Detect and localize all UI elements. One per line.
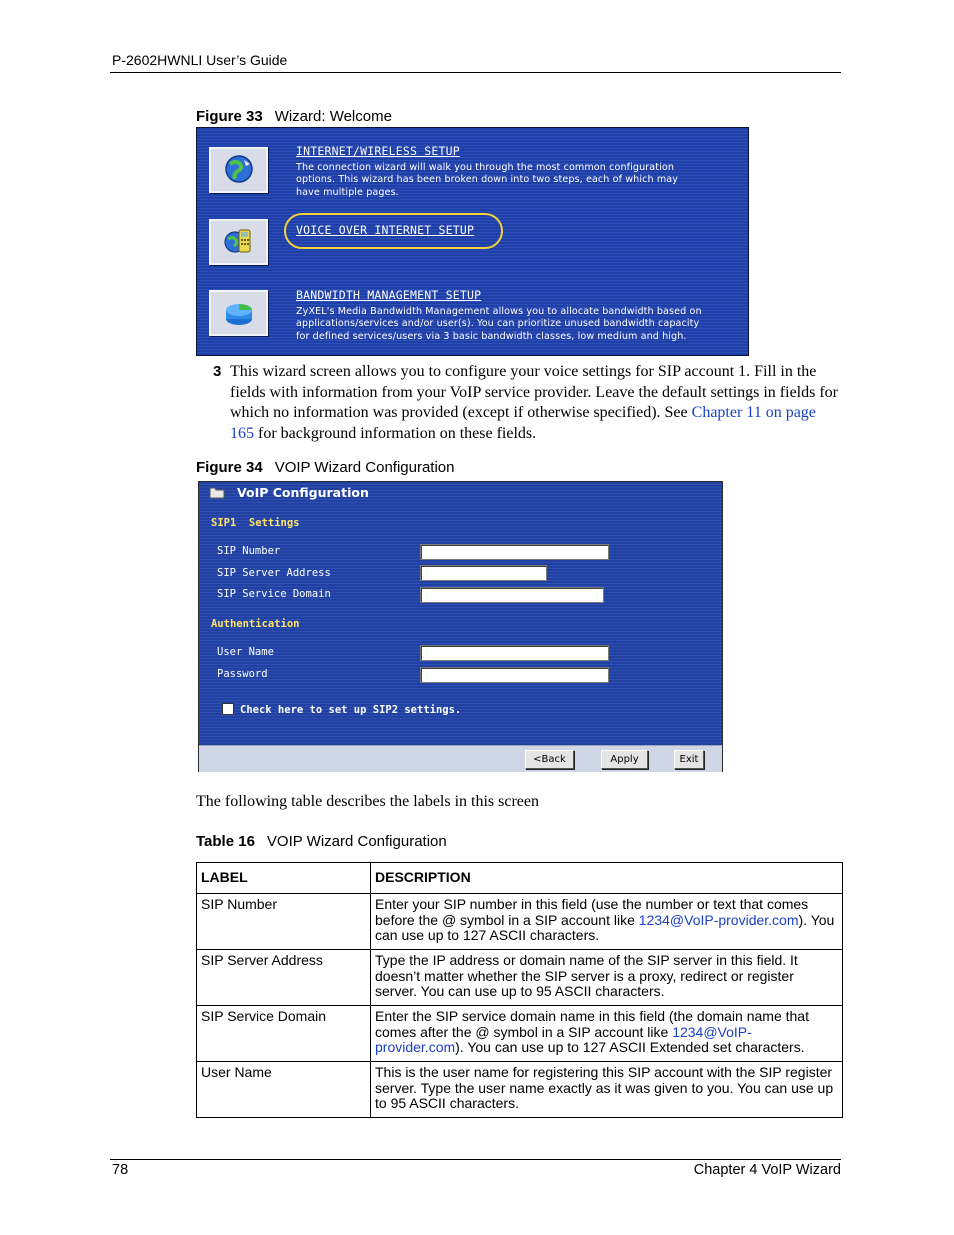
table16-number: Table 16 bbox=[196, 833, 255, 850]
description-line: ZyXEL's Media Bandwidth Management allows you to allocate bandwidth based on bbox=[296, 306, 702, 317]
description-line: options. This wizard has been broken down into two steps, each of which may bbox=[296, 174, 679, 186]
step-text-end: for background information on these fields. bbox=[254, 424, 537, 442]
example-link[interactable]: 1234@VoIP-provider.com bbox=[638, 911, 799, 928]
description-text: Enter the SIP service domain name in this field (the domain name that comes after the @ symbol in a SIP account like bbox=[375, 1008, 809, 1040]
row-description: This is the user name for registering this SIP account with the SIP register server. Type the user name exactly as it was given to you. You can use up to 95 ASCII characters. bbox=[371, 1062, 843, 1118]
label-column-header: LABEL bbox=[197, 863, 371, 894]
table-intro: The following table describes the labels in this screen bbox=[196, 793, 540, 810]
table-row bbox=[197, 950, 843, 1006]
step-paragraph bbox=[230, 362, 842, 444]
figure33-number: Figure 33 bbox=[196, 108, 263, 125]
authentication-heading: Authentication bbox=[211, 618, 300, 630]
sip-service-domain-input[interactable] bbox=[420, 587, 604, 603]
description-text: ). You can use up to 127 ASCII characters. bbox=[375, 911, 835, 943]
voip-phone-icon[interactable] bbox=[209, 219, 268, 265]
table-row bbox=[197, 894, 843, 950]
voip-wizard-table bbox=[196, 862, 843, 1118]
user-name-label: User Name bbox=[217, 646, 274, 658]
description-line: applications/services and/or user(s). You can prioritize unused bandwidth capacity bbox=[296, 318, 700, 330]
sip-number-label: SIP Number bbox=[217, 545, 281, 557]
bandwidth-management-description bbox=[296, 306, 741, 343]
sip-service-domain-label: SIP Service Domain bbox=[217, 588, 331, 600]
folder-icon bbox=[209, 486, 225, 504]
password-input[interactable] bbox=[420, 667, 609, 683]
example-link[interactable]: 1234@VoIP-provider.com bbox=[375, 1023, 752, 1055]
voip-configuration-title: VoIP Configuration bbox=[237, 485, 369, 500]
button-bar bbox=[199, 745, 722, 772]
step-text: This wizard screen allows you to configure your voice settings for SIP account 1. Fill in the fields with information from your VoIP service provider. Leave the default settings in fields for which no information was provided (except if otherwise specified). See bbox=[230, 363, 839, 421]
step-number: 3 bbox=[213, 363, 222, 380]
user-name-input[interactable] bbox=[420, 645, 609, 661]
password-label: Password bbox=[217, 668, 268, 680]
wizard-welcome-screenshot bbox=[196, 127, 749, 356]
internet-wireless-setup-description bbox=[296, 162, 741, 199]
page-number: 78 bbox=[112, 1162, 129, 1178]
figure34-title: VOIP Wizard Configuration bbox=[274, 459, 455, 476]
row-label: SIP Service Domain bbox=[197, 1006, 371, 1062]
description-text: Enter your SIP number in this field (use the number or text that comes before the @ symbol in a SIP account like bbox=[375, 896, 809, 928]
description-line: The connection wizard will walk you through the most common configuration bbox=[296, 162, 675, 173]
figure33-title: Wizard: Welcome bbox=[274, 108, 392, 125]
row-description bbox=[371, 1006, 843, 1062]
table-row bbox=[197, 1062, 843, 1118]
sip2-checkbox-label[interactable]: Check here to set up SIP2 settings. bbox=[240, 704, 462, 716]
apply-button[interactable]: Apply bbox=[601, 750, 648, 769]
sip1-settings-heading: SIP1 Settings bbox=[211, 517, 300, 529]
table-header-row bbox=[197, 863, 843, 894]
bandwidth-management-icon[interactable] bbox=[209, 290, 268, 336]
sip-server-address-label: SIP Server Address bbox=[217, 567, 331, 579]
table16-caption bbox=[196, 833, 447, 850]
description-column-header: DESCRIPTION bbox=[371, 863, 843, 894]
sip-server-address-input[interactable] bbox=[420, 565, 547, 581]
voip-configuration-screenshot bbox=[198, 481, 723, 772]
header-rule bbox=[110, 72, 841, 73]
description-line: have multiple pages. bbox=[296, 186, 399, 198]
description-line: for defined services/users via 3 basic bandwidth classes, low medium and high. bbox=[296, 330, 687, 342]
description-text: ). You can use up to 127 ASCII Extended set characters. bbox=[455, 1039, 805, 1055]
row-description bbox=[371, 894, 843, 950]
figure34-caption bbox=[196, 459, 455, 476]
exit-button[interactable]: Exit bbox=[674, 750, 704, 769]
figure34-number: Figure 34 bbox=[196, 459, 263, 476]
table-row bbox=[197, 1006, 843, 1062]
row-label: User Name bbox=[197, 1062, 371, 1118]
row-label: SIP Number bbox=[197, 894, 371, 950]
row-description: Type the IP address or domain name of the SIP server in this field. It doesn’t matter whether the SIP server is a proxy, redirect or register server. You can use up to 95 ASCII characters. bbox=[371, 950, 843, 1006]
internet-setup-icon[interactable] bbox=[209, 147, 268, 193]
internet-wireless-setup-link[interactable]: INTERNET/WIRELESS SETUP bbox=[296, 144, 460, 158]
row-label: SIP Server Address bbox=[197, 950, 371, 1006]
bandwidth-management-setup-link[interactable]: BANDWIDTH MANAGEMENT SETUP bbox=[296, 288, 482, 302]
chapter-footer: Chapter 4 VoIP Wizard bbox=[693, 1162, 841, 1178]
running-header: P-2602HWNLI User’s Guide bbox=[112, 52, 288, 68]
back-button[interactable]: <Back bbox=[525, 750, 574, 769]
sip-number-input[interactable] bbox=[420, 544, 609, 560]
sip2-checkbox[interactable] bbox=[222, 703, 234, 715]
figure33-caption bbox=[196, 108, 392, 125]
chapter-link[interactable]: Chapter 11 on page 165 bbox=[230, 404, 816, 442]
table16-title: VOIP Wizard Configuration bbox=[266, 833, 447, 850]
footer-rule bbox=[110, 1159, 841, 1160]
voice-over-internet-setup-link[interactable]: VOICE OVER INTERNET SETUP bbox=[296, 223, 475, 237]
